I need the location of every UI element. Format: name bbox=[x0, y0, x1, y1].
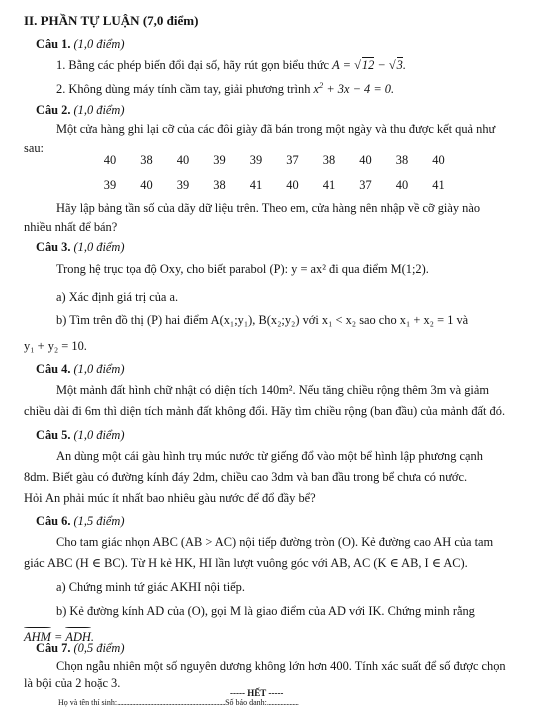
question-6-part-a: a) Chứng minh tứ giác AKHI nội tiếp. bbox=[56, 580, 245, 594]
question-1-points: (1,0 điểm) bbox=[73, 37, 125, 51]
question-3-heading bbox=[36, 240, 124, 254]
footer bbox=[58, 698, 298, 707]
question-1-part-1 bbox=[56, 58, 406, 72]
question-3-points: (1,0 điểm) bbox=[73, 240, 125, 254]
question-2-text-4: nhiều nhất để bán? bbox=[24, 220, 118, 234]
question-2-points: (1,0 điểm) bbox=[73, 103, 125, 117]
question-6-part-b-1: b) Kẻ đường kính AD của (O), gọi M là giao điểm của AD với IK. Chứng minh rằng bbox=[56, 604, 475, 618]
data-value: 40 bbox=[140, 178, 153, 192]
question-2-text-2: sau: bbox=[24, 141, 44, 155]
data-value: 39 bbox=[213, 153, 226, 167]
question-2-text-1: Một cửa hàng ghi lại cỡ của các đôi giày đã bán trong một ngày và thu được kết quả như bbox=[56, 122, 496, 136]
data-value: 41 bbox=[249, 178, 263, 192]
angle-ahm: AHM bbox=[24, 630, 51, 644]
footer-id-label: Số báo danh: bbox=[225, 698, 267, 707]
question-1-part-2-text: 2. Không dùng máy tính cầm tay, giải phương trình bbox=[56, 82, 311, 97]
data-value: 39 bbox=[103, 178, 117, 192]
data-value: 40 bbox=[103, 153, 117, 167]
question-3-part-a: a) Xác định giá trị của a. bbox=[56, 290, 179, 304]
question-1-label: Câu 1. bbox=[36, 37, 71, 51]
question-1-heading bbox=[36, 37, 124, 51]
question-5-text-3: Hỏi An phải múc ít nhất bao nhiêu gàu nước để đổ đầy bể? bbox=[24, 491, 316, 505]
question-4-heading bbox=[36, 362, 124, 376]
question-1-part-2 bbox=[56, 81, 394, 96]
data-value: 37 bbox=[359, 178, 372, 192]
data-value: 40 bbox=[176, 153, 190, 167]
data-value: 39 bbox=[176, 178, 190, 192]
question-4-text-2: chiều dài đi 6m thì diện tích mảnh đất không đổi. Hãy tìm chiều rộng (ban đầu) của mảnh đất đó. bbox=[24, 404, 506, 418]
footer-name-dots: ........................................................................ bbox=[117, 698, 226, 707]
angle-adh: ADH bbox=[65, 630, 91, 644]
question-5-heading bbox=[36, 428, 124, 442]
question-3-part-b-2: y₁ + y₂ = 10. bbox=[24, 339, 87, 353]
angle-equals: = bbox=[50, 630, 66, 644]
data-value: 40 bbox=[359, 153, 372, 167]
footer-id-dots: ..................... bbox=[266, 698, 299, 707]
question-7-label: Câu 7. bbox=[36, 641, 71, 655]
data-value: 37 bbox=[286, 153, 299, 167]
question-5-points: (1,0 điểm) bbox=[73, 428, 125, 442]
data-value: 38 bbox=[395, 153, 409, 167]
question-3-text-1: Trong hệ trục tọa độ Oxy, cho biết parabol (P): y = ax² đi qua điểm M(1;2). bbox=[56, 262, 429, 276]
angle-period: . bbox=[90, 630, 94, 644]
data-value: 39 bbox=[249, 153, 263, 167]
question-1-part-2-expr: $x^2 + 3x - 4 = 0$. bbox=[313, 80, 395, 97]
question-7-text-2: là bội của 2 hoặc 3. bbox=[24, 676, 121, 690]
question-2-text-3: Hãy lập bảng tần số của dãy dữ liệu trên. Theo em, cửa hàng nên nhập về cỡ giày nào bbox=[56, 201, 481, 215]
data-value: 38 bbox=[322, 153, 336, 167]
footer-name-label: Họ và tên thí sinh: bbox=[58, 698, 118, 707]
data-value: 38 bbox=[140, 153, 153, 167]
question-6-heading bbox=[36, 514, 124, 528]
question-2-heading bbox=[36, 103, 124, 117]
question-4-label: Câu 4. bbox=[36, 362, 71, 376]
question-3-label: Câu 3. bbox=[36, 240, 71, 254]
data-value: 41 bbox=[322, 178, 336, 192]
question-5-text-2: 8dm. Biết gàu có đường kính đáy 2dm, chiều cao 3dm và ban đầu trong bể chưa có nước. bbox=[24, 470, 468, 484]
question-1-part-1-text: 1. Bằng các phép biến đổi đại số, hãy rút gọn biểu thức bbox=[56, 58, 330, 72]
data-value: 40 bbox=[395, 178, 409, 192]
question-6-text-1: Cho tam giác nhọn ABC (AB > AC) nội tiếp đường tròn (O). Kẻ đường cao AH của tam bbox=[56, 535, 494, 549]
data-value: 40 bbox=[432, 153, 445, 167]
question-3-part-b-1: b) Tìm trên đồ thị (P) hai điểm A(x₁;y₁), B(x₂;y₂) với x₁ < x₂ sao cho x₁ + x₂ = 1 và bbox=[56, 313, 469, 327]
data-value: 41 bbox=[432, 178, 445, 192]
question-5-text-1: An dùng một cái gàu hình trụ múc nước từ giếng đổ vào một bể hình lập phương cạnh bbox=[56, 449, 483, 463]
question-2-label: Câu 2. bbox=[36, 103, 71, 117]
question-1-part-1-expr: A = √12 − √3. bbox=[332, 58, 406, 72]
end-marker: ----- HẾT ----- bbox=[230, 688, 284, 698]
data-value: 40 bbox=[286, 178, 299, 192]
question-7-text-1: Chọn ngẫu nhiên một số nguyên dương không lớn hơn 400. Tính xác suất để số được chọn bbox=[56, 659, 506, 673]
question-5-label: Câu 5. bbox=[36, 428, 71, 442]
question-6-label: Câu 6. bbox=[36, 514, 71, 528]
question-6-text-2: giác ABC (H ∈ BC). Từ H kẻ HK, HI lần lượt vuông góc với AB, AC (K ∈ AB, I ∈ AC). bbox=[24, 556, 468, 570]
question-4-text-1: Một mảnh đất hình chữ nhật có diện tích 140m². Nếu tăng chiều rộng thêm 3m và giảm bbox=[56, 383, 489, 397]
question-7-heading bbox=[36, 641, 124, 655]
question-6-points: (1,5 điểm) bbox=[73, 514, 125, 528]
data-value: 38 bbox=[213, 178, 226, 192]
question-4-points: (1,0 điểm) bbox=[73, 362, 125, 376]
question-7-points: (0,5 điểm) bbox=[73, 641, 125, 655]
section-title: II. PHẦN TỰ LUẬN (7,0 điểm) bbox=[24, 13, 199, 28]
